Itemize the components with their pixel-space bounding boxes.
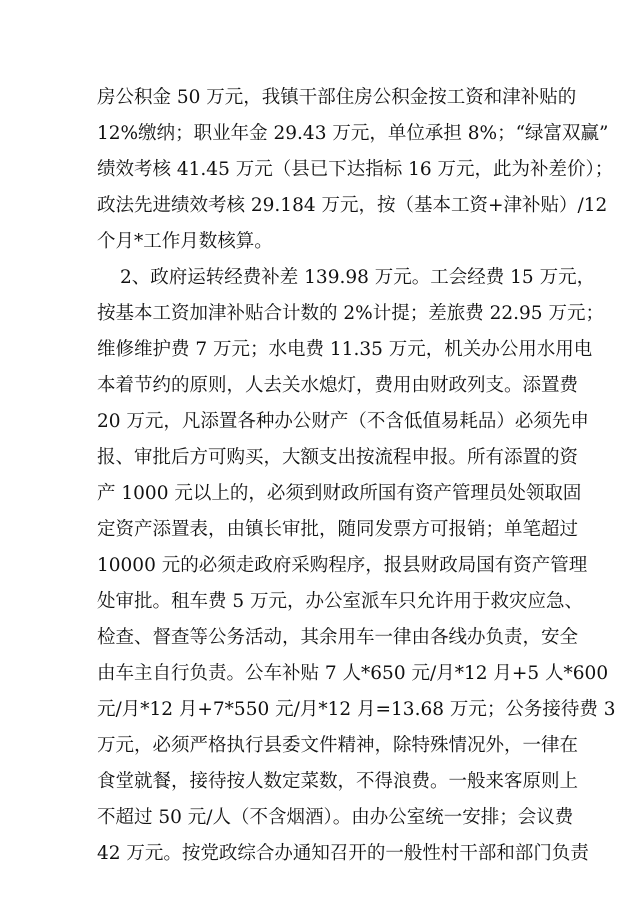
text-line: 维修维护费 7 万元；水电费 11.35 万元，机关办公用水用电 [97,339,593,360]
text-line: 不超过 50 元/人（不含烟酒）。由办公室统一安排；会议费 [97,807,574,828]
text-line: 绩效考核 41.45 万元（县已下达指标 16 万元，此为补差价）； [97,159,614,180]
text-line: 政法先进绩效考核 29.184 万元，按（基本工资+津补贴）/12 [97,195,608,216]
text-line: 元/月*12 月+7*550 元/月*12 月=13.68 万元；公务接待费 3 [97,699,616,720]
text-line: 10000 元的必须走政府采购程序，报县财政局国有资产管理 [97,555,588,576]
text-line: 12%缴纳；职业年金 29.43 万元，单位承担 8%；“绿富双赢” [97,123,609,144]
text-line: 20 万元，凡添置各种办公财产（不含低值易耗品）必须先申 [97,411,589,432]
text-line: 处审批。租车费 5 万元，办公室派车只允许用于救灾应急、 [97,591,584,612]
text-line: 房公积金 50 万元，我镇干部住房公积金按工资和津补贴的 [97,87,577,108]
text-line: 个月*工作月数核算。 [97,231,273,252]
text-line: 按基本工资加津补贴合计数的 2%计提；差旅费 22.95 万元； [97,303,604,324]
text-line: 本着节约的原则，人去关水熄灯，费用由财政列支。添置费 [97,375,579,396]
text-line: 42 万元。按党政综合办通知召开的一般性村干部和部门负责 [97,843,589,864]
text-line: 食堂就餐，接待按人数定菜数，不得浪费。一般来客原则上 [97,771,579,792]
paragraph-start-line: 2、政府运转经费补差 139.98 万元。工会经费 15 万元， [120,267,596,288]
text-line: 产 1000 元以上的，必须到财政所国有资产管理员处领取固 [97,483,582,504]
text-line: 万元，必须严格执行县委文件精神，除特殊情况外，一律在 [97,735,579,756]
text-line: 检查、督查等公务活动，其余用车一律由各线办负责，安全 [97,627,579,648]
text-line: 定资产添置表，由镇长审批，随同发票方可报销；单笔超过 [97,519,579,540]
text-line: 由车主自行负责。公车补贴 7 人*650 元/月*12 月+5 人*600 [97,663,609,684]
text-line: 报、审批后方可购买，大额支出按流程申报。所有添置的资 [97,447,579,468]
